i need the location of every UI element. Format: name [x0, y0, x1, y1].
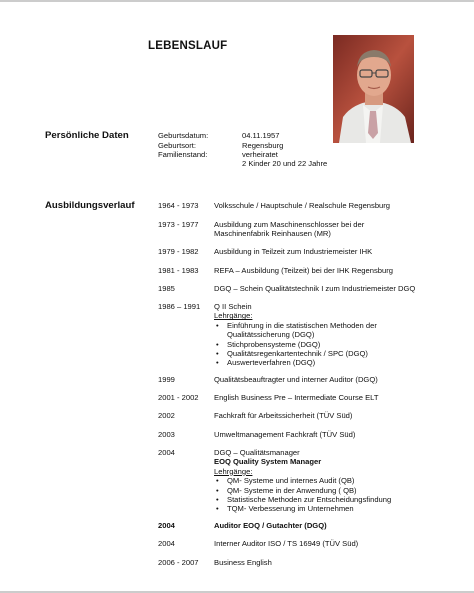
- entry-text: Qualitätsbeauftragter und interner Auditor (DGQ): [214, 375, 378, 384]
- entry-text: Ausbildung in Teilzeit zum Industriemeister IHK: [214, 247, 373, 256]
- page-title: LEBENSLAUF: [148, 40, 228, 52]
- list-item: • Qualitätsregenkartentechnik / SPC (DGQ): [214, 349, 464, 358]
- entry-period: 2001 - 2002: [158, 393, 199, 402]
- entry-period: 2004: [158, 539, 175, 548]
- list-item: • QM- Systeme und internes Audit (QB): [214, 476, 464, 485]
- list-item: • TQM- Verbesserung im Unternehmen: [214, 504, 464, 513]
- entry-text: Auditor EOQ / Gutachter (DGQ): [214, 521, 327, 530]
- list-item: • Einführung in die statistischen Methoden der Qualitätssicherung (DGQ): [214, 321, 464, 340]
- section-title-education: Ausbildungsverlauf: [45, 200, 135, 211]
- marital-status-value: verheiratet: [242, 150, 278, 159]
- marital-status-label: Familienstand:: [158, 150, 208, 159]
- birthdate-value: 04.11.1957: [242, 131, 280, 140]
- list-item: • QM- Systeme in der Anwendung ( QB): [214, 486, 464, 495]
- entry-text: Business English: [214, 558, 272, 567]
- children-value: 2 Kinder 20 und 22 Jahre: [242, 159, 328, 168]
- birthdate-label: Geburtsdatum:: [158, 131, 209, 140]
- entry-period: 1973 - 1977: [158, 220, 199, 229]
- course-list: [214, 476, 464, 514]
- entry-text: Maschinenfabrik Reinhausen (MR): [214, 229, 331, 239]
- entry-period: 1986 – 1991: [158, 302, 201, 311]
- entry-text: Umweltmanagement Fachkraft (TÜV Süd): [214, 430, 356, 439]
- courses-label: Lehrgänge:: [214, 311, 253, 321]
- entry-period: 1999: [158, 375, 175, 384]
- entry-period: 2004: [158, 448, 175, 457]
- section-title-personal: Persönliche Daten: [45, 130, 129, 141]
- entry-text: Interner Auditor ISO / TS 16949 (TÜV Süd): [214, 539, 359, 548]
- entry-text: Volksschule / Hauptschule / Realschule Regensburg: [214, 201, 391, 210]
- entry-period: 1964 - 1973: [158, 201, 199, 210]
- entry-text: DGQ – Qualitätsmanager: [214, 448, 300, 457]
- entry-period: 1985: [158, 284, 175, 293]
- list-item: • Statistische Methoden zur Entscheidungsfindung: [214, 495, 464, 504]
- birthplace-label: Geburtsort:: [158, 141, 196, 150]
- courses-label: Lehrgänge:: [214, 466, 253, 476]
- portrait-photo: [333, 35, 414, 143]
- entry-text: REFA – Ausbildung (Teilzeit) bei der IHK Regensburg: [214, 266, 393, 275]
- entry-highlight: EOQ Quality System Manager: [214, 457, 322, 467]
- entry-text: English Business Pre – Intermediate Course ELT: [214, 393, 379, 402]
- entry-period: 2002: [158, 411, 175, 420]
- entry-text: Fachkraft für Arbeitssicherheit (TÜV Süd): [214, 411, 353, 420]
- entry-period: 1979 - 1982: [158, 247, 199, 256]
- list-item: • Auswerteverfahren (DGQ): [214, 358, 464, 367]
- course-list: [214, 321, 464, 368]
- list-item: • Stichprobensysteme (DGQ): [214, 340, 464, 349]
- entry-text: Ausbildung zum Maschinenschlosser bei der: [214, 220, 365, 229]
- entry-period: 2006 - 2007: [158, 558, 199, 567]
- entry-period: 2004: [158, 521, 175, 530]
- entry-period: 1981 - 1983: [158, 266, 199, 275]
- entry-text: DGQ – Schein Qualitätstechnik I zum Industriemeister DGQ: [214, 284, 416, 293]
- birthplace-value: Regensburg: [242, 141, 284, 150]
- entry-period: 2003: [158, 430, 175, 439]
- entry-text: Q II Schein: [214, 302, 252, 311]
